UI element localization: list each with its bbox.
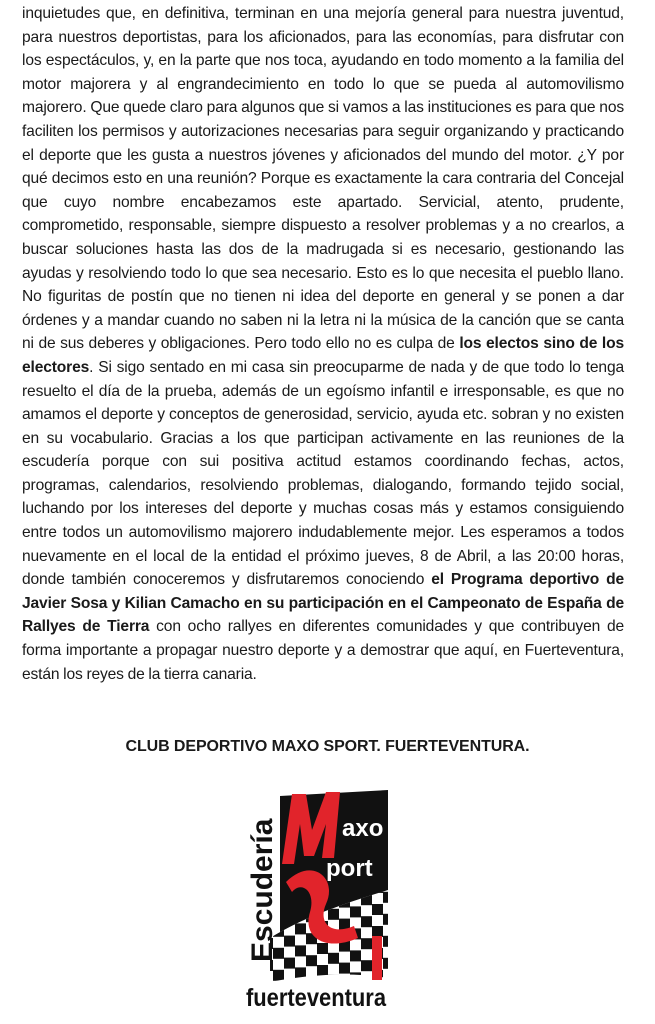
checker-square bbox=[284, 958, 295, 969]
checker-square bbox=[339, 963, 350, 974]
checker-square bbox=[383, 914, 392, 925]
bold-text-segment: los electos sino de los electores bbox=[22, 335, 624, 376]
checker-square bbox=[317, 965, 328, 976]
club-signature: CLUB DEPORTIVO MAXO SPORT. FUERTEVENTURA. bbox=[125, 738, 530, 755]
checker-square bbox=[273, 970, 284, 981]
checker-square bbox=[361, 960, 372, 971]
checker-square bbox=[306, 955, 317, 966]
checker-square bbox=[317, 943, 328, 954]
checker-square bbox=[295, 945, 306, 956]
logo-footer-word: fuerteventura bbox=[246, 984, 387, 1012]
text-segment: inquietudes que, en definitiva, terminan en una mejoría general para nuestra juventud, para nuestros deportistas, para los aficionados, para las economías, para disfrutar con los espectáculos, y, en la parte que nos toca, ayudando en todo momento a la familia del motor majorera y al engrandecimiento en todo lo que se pueda al automovilismo majorero. Que quede claro para algunos que si vamos a las instituciones es para que nos faciliten los permisos y autorizaciones necesarias para seguir organizando y practicando el deporte que les gusta a nuestros jóvenes y aficionados del mundo del motor. ¿Y por qué decimos esto en una reunión? Porque es exactamente la cara contraria del Concejal que cuyo nombre encabezamos este apartado. Servicial, atento, prudente, comprometido, responsable, siempre dispuesto a resolver problemas y a no crearlos, a buscar soluciones hasta las dos de la madrugada si es necesario, gestionando las ayudas y resolviendo todo lo que sea necesario. Esto es lo que necesita el pueblo llano. No figuritas de postín que no tienen ni idea del deporte en general y se ponen a dar órdenes y a mandar cuando no saben ni la letra ni la música de la canción que se canta ni de sus deberes y obligaciones. Pero todo ello no es culpa de bbox=[22, 5, 624, 353]
checker-square bbox=[372, 926, 383, 937]
checker-square bbox=[361, 938, 372, 949]
maxo-sport-logo bbox=[242, 786, 392, 1014]
checker-square bbox=[350, 906, 361, 917]
checker-square bbox=[295, 923, 306, 934]
checker-square bbox=[361, 916, 372, 927]
checker-square bbox=[328, 953, 339, 964]
logo-word-port: port bbox=[326, 855, 373, 882]
checker-square bbox=[350, 950, 361, 961]
logo-vertical-word: Escudería bbox=[246, 818, 279, 962]
checker-square bbox=[372, 904, 383, 915]
checker-square bbox=[383, 958, 392, 969]
checker-square bbox=[383, 892, 392, 903]
checker-square bbox=[383, 936, 392, 947]
logo-word-axo: axo bbox=[342, 815, 384, 842]
checker-square bbox=[339, 919, 350, 930]
checker-square bbox=[328, 909, 339, 920]
checker-square bbox=[284, 936, 295, 947]
bold-text-segment: el Programa deportivo de Javier Sosa y Kilian Camacho en su participación en el Campeonato de España de Rallyes de Tierra bbox=[22, 571, 624, 636]
text-segment: con ocho rallyes en diferentes comunidades y que contribuyen de forma importante a propagar nuestro deporte y a demostrar que aquí, en Fuerteventura, están los reyes de la tierra canaria. bbox=[22, 618, 624, 683]
logo-red-bar bbox=[372, 936, 382, 980]
checker-square bbox=[295, 967, 306, 978]
checker-square bbox=[350, 972, 361, 983]
text-segment: . Si sigo sentado en mi casa sin preocuparme de nada y de que todo lo tenga resuelto el día de la prueba, además de un egoísmo infantil e irresponsable, es que no amamos el deporte y conceptos de generosidad, servicio, ayuda etc. sobran y no existen en su vocabulario. Gracias a los que participan activamente en las reuniones de la escudería porque con sui positiva actitud estamos coordinando fechas, actos, programas, calendarios, resolviendo problemas, dialogando, formando tejido social, luchando por los intereses del deporte y muchas cosas más y estamos consiguiendo entre todos un automovilismo majorero indudablemente mejor. Les esperamos a todos nuevamente en el local de la entidad el próximo jueves, 8 de Abril, a las 20:00 horas, donde también conoceremos y disfrutaremos conociendo bbox=[22, 358, 624, 589]
article-body bbox=[22, 2, 624, 686]
